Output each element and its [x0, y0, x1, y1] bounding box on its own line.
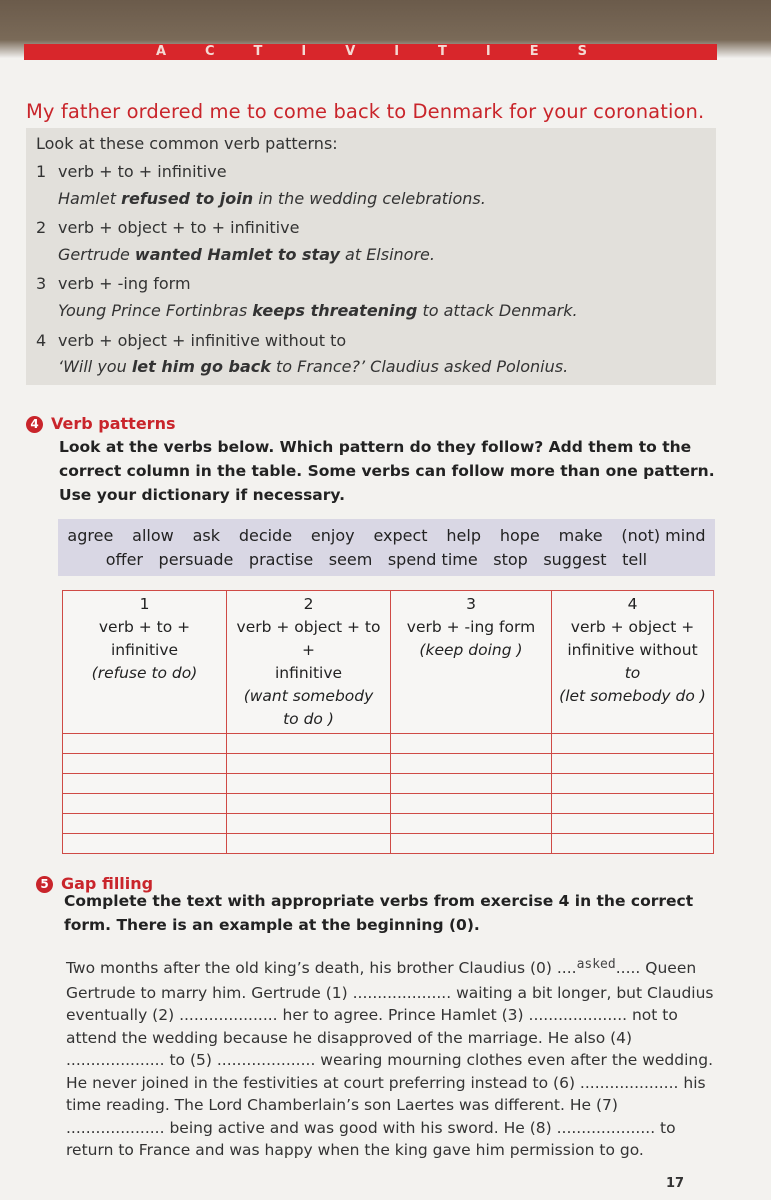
table-header-cell: 2 verb + object + to + infinitive (want somebody to do )	[227, 591, 391, 734]
banner-letter: I	[394, 44, 400, 59]
banner-letter: T	[253, 44, 263, 59]
section-4-heading	[26, 414, 175, 433]
page-number: 17	[666, 1176, 685, 1191]
verb-item: agree	[67, 526, 114, 545]
answer-cell[interactable]	[63, 774, 227, 794]
table-row	[63, 774, 714, 794]
answer-cell[interactable]	[391, 814, 552, 834]
section-number-badge: 5	[36, 876, 53, 893]
table-header-row	[63, 591, 714, 734]
verb-item: offer	[105, 550, 143, 569]
answer-cell[interactable]	[552, 754, 714, 774]
banner-letter: E	[529, 44, 539, 59]
gap-text-segment: Two months after the old king’s death, his brother Claudius (0)	[66, 959, 557, 977]
verb-item: (not) mind	[621, 526, 706, 545]
answer-cell[interactable]	[227, 734, 391, 754]
table-row	[63, 794, 714, 814]
verb-item: decide	[238, 526, 293, 545]
table-row	[63, 834, 714, 854]
section-5-instructions: Complete the text with appropriate verbs from exercise 4 in the correct form. There is an example at the beginning (0).	[64, 892, 694, 934]
section-number-badge: 4	[26, 416, 43, 433]
answer-cell[interactable]	[552, 834, 714, 854]
pattern-example: Young Prince Fortinbras keeps threatening to attack Denmark.	[58, 301, 578, 320]
verb-item: persuade	[158, 550, 234, 569]
verb-item: ask	[192, 526, 220, 545]
pattern-rule: 4 verb + object + infinitive without to	[36, 331, 347, 350]
table-row	[63, 754, 714, 774]
banner-letter: A	[156, 44, 167, 59]
verb-patterns-box	[26, 128, 716, 385]
verb-row	[58, 550, 715, 569]
banner-letter: S	[577, 44, 587, 59]
verb-item: seem	[328, 550, 373, 569]
verb-list-box	[58, 519, 715, 576]
answer-cell[interactable]	[227, 814, 391, 834]
answer-cell[interactable]	[391, 794, 552, 814]
banner-letter: C	[205, 44, 215, 59]
gap-fill-text	[66, 957, 716, 1162]
answer-cell[interactable]	[227, 754, 391, 774]
activities-banner	[24, 44, 717, 60]
answer-cell[interactable]	[391, 774, 552, 794]
verb-item: allow	[132, 526, 174, 545]
table-header-cell: 1 verb + to + infinitive (refuse to do)	[63, 591, 227, 734]
verb-item: make	[558, 526, 603, 545]
page-title: My father ordered me to come back to Denmark for your coronation.	[26, 100, 705, 123]
answer-cell[interactable]	[552, 774, 714, 794]
table-row	[63, 734, 714, 754]
answer-cell[interactable]	[391, 734, 552, 754]
answer-cell[interactable]	[227, 834, 391, 854]
verb-item: help	[446, 526, 481, 545]
answer-cell[interactable]	[63, 754, 227, 774]
pattern-example: ‘Will you let him go back to France?’ Claudius asked Polonius.	[58, 357, 569, 376]
answer-cell[interactable]	[391, 834, 552, 854]
answer-cell[interactable]	[391, 754, 552, 774]
verb-item: spend time	[387, 550, 478, 569]
patterns-intro: Look at these common verb patterns:	[36, 134, 338, 153]
answer-cell[interactable]	[227, 794, 391, 814]
banner-letter: V	[345, 44, 356, 59]
answer-cell[interactable]	[63, 814, 227, 834]
verb-item: tell	[622, 550, 648, 569]
answer-cell[interactable]	[552, 814, 714, 834]
section-heading-text: Verb patterns	[51, 414, 176, 433]
verb-row	[58, 526, 715, 545]
gap-text-segment: Queen Gertrude to marry him. Gertrude (1) .................... waiting a bit longer, but Claudius eventually (2) .................... her to agree. Prince Hamlet (3) .................... not to attend the wedding because he disapproved of the marriage. He also (4) .................... to (5) .................... wearing mourning clothes even after the wedding. He never joined in the festivities at court preferring instead to (6) .................... his time reading. The Lord Chamberlain’s son Laertes was different. He (7) .................... being active and was good with his sword. He (8) .................... to return to France and was happy when the king gave him permission to go.	[66, 959, 714, 1159]
verb-item: suggest	[543, 550, 607, 569]
answer-cell[interactable]	[552, 794, 714, 814]
answer-cell[interactable]	[63, 794, 227, 814]
verb-item: practise	[248, 550, 314, 569]
section-4-instructions: Look at the verbs below. Which pattern do they follow? Add them to the correct column in the table. Some verbs can follow more than one pattern. Use your dictionary if necessary.	[59, 438, 715, 504]
section-heading-text: Gap filling	[61, 874, 154, 893]
banner-letter: T	[438, 44, 447, 59]
table-header-cell: 4 verb + object + infinitive without to (let somebody do )	[552, 591, 714, 734]
banner-letter: I	[301, 44, 307, 59]
answer-cell[interactable]	[63, 734, 227, 754]
verb-item: enjoy	[310, 526, 355, 545]
pattern-example: Gertrude wanted Hamlet to stay at Elsinore.	[58, 245, 435, 264]
blank-line: ....	[556, 959, 577, 977]
pattern-rule: 2 verb + object + to + infinitive	[36, 218, 300, 237]
banner-letter: I	[485, 44, 491, 59]
answer-cell[interactable]	[552, 734, 714, 754]
pattern-rule: 1 verb + to + infinitive	[36, 162, 227, 181]
table-row	[63, 814, 714, 834]
handwritten-answer[interactable]: asked	[576, 957, 616, 972]
verb-item: hope	[499, 526, 540, 545]
pattern-example: Hamlet refused to join in the wedding celebrations.	[58, 189, 486, 208]
answer-cell[interactable]	[63, 834, 227, 854]
verb-item: stop	[493, 550, 528, 569]
verb-item: expect	[373, 526, 428, 545]
verb-pattern-table	[62, 590, 714, 854]
answer-cell[interactable]	[227, 774, 391, 794]
pattern-rule: 3 verb + -ing form	[36, 274, 191, 293]
table-header-cell: 3 verb + -ing form (keep doing )	[391, 591, 552, 734]
blank-line: .....	[615, 959, 641, 977]
